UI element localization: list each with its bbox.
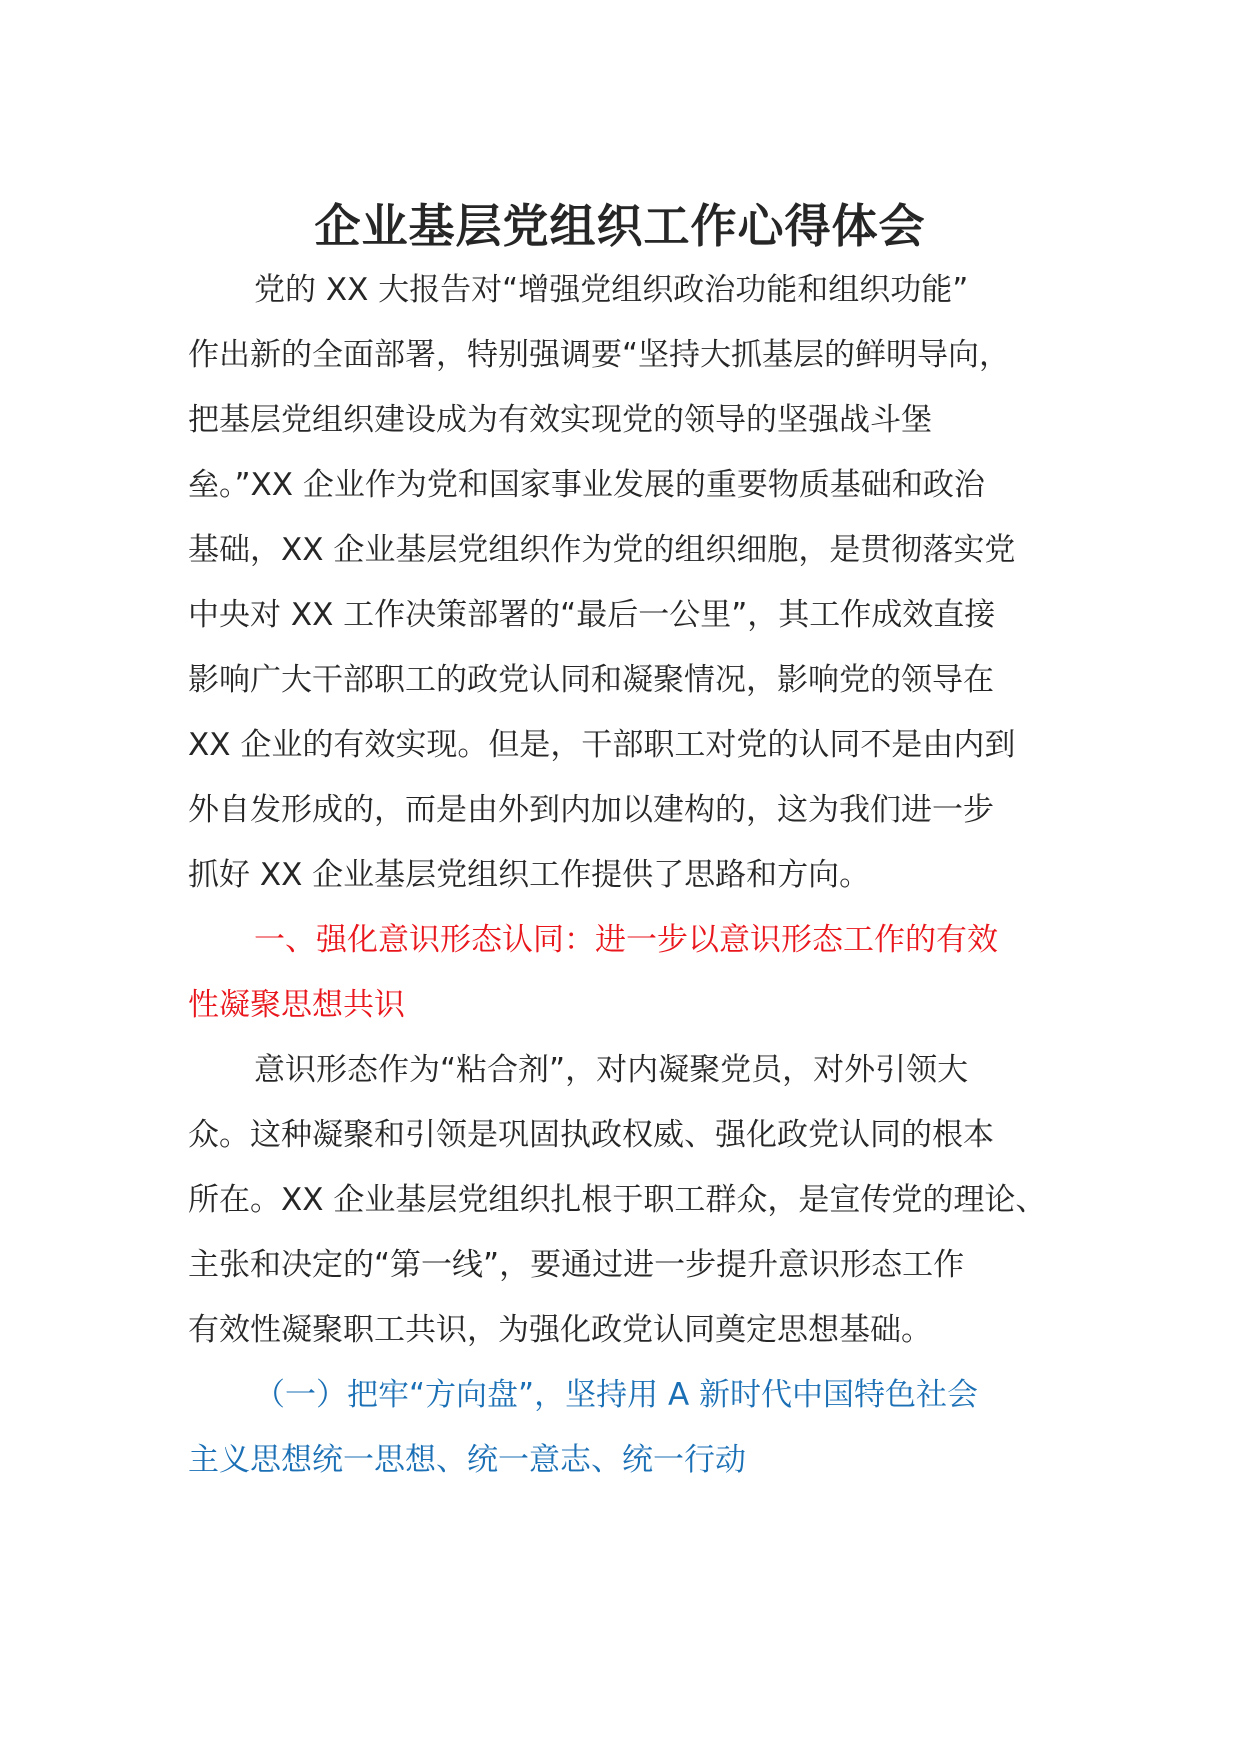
text-line: 众。这种凝聚和引领是巩固执政权威、强化政党认同的根本 [188, 1117, 994, 1153]
document-title: 企业基层党组织工作心得体会 [314, 199, 926, 253]
subheading-line: 主义思想统一思想、统一意志、统一行动 [188, 1442, 746, 1478]
text-line: 抓好 XX 企业基层党组织工作提供了思路和方向。 [188, 857, 871, 893]
text-line: 中央对 XX 工作决策部署的“最后一公里”，其工作成效直接 [188, 597, 996, 633]
heading-line: 一、强化意识形态认同：进一步以意识形态工作的有效 [254, 922, 998, 958]
text-line: 意识形态作为“粘合剂”，对内凝聚党员，对外引领大 [254, 1052, 969, 1088]
text-line: XX 企业的有效实现。但是，干部职工对党的认同不是由内到 [188, 727, 1016, 763]
section-heading-1 [188, 908, 1068, 1038]
paragraph-intro [188, 258, 1068, 908]
text-line: 主张和决定的“第一线”，要通过进一步提升意识形态工作 [188, 1247, 965, 1283]
subsection-heading-1 [188, 1363, 1068, 1493]
text-line: 有效性凝聚职工共识，为强化政党认同奠定思想基础。 [188, 1312, 932, 1348]
text-line: 影响广大干部职工的政党认同和凝聚情况，影响党的领导在 [188, 662, 994, 698]
subheading-line: （一）把牢“方向盘”，坚持用 A 新时代中国特色社会 [254, 1377, 979, 1413]
text-line: 基础，XX 企业基层党组织作为党的组织细胞，是贯彻落实党 [188, 532, 1016, 568]
heading-line: 性凝聚思想共识 [188, 987, 405, 1023]
text-line: 党的 XX 大报告对“增强党组织政治功能和组织功能” [254, 272, 969, 308]
paragraph-ideology [188, 1038, 1068, 1363]
text-line: 外自发形成的，而是由外到内加以建构的，这为我们进一步 [188, 792, 994, 828]
text-line: 垒。”XX 企业作为党和国家事业发展的重要物质基础和政治 [188, 467, 985, 503]
text-line: 所在。XX 企业基层党组织扎根于职工群众，是宣传党的理论、 [188, 1182, 1047, 1218]
text-line: 把基层党组织建设成为有效实现党的领导的坚强战斗堡 [188, 402, 932, 438]
text-line: 作出新的全面部署，特别强调要“坚持大抓基层的鲜明导向， [188, 337, 1011, 373]
